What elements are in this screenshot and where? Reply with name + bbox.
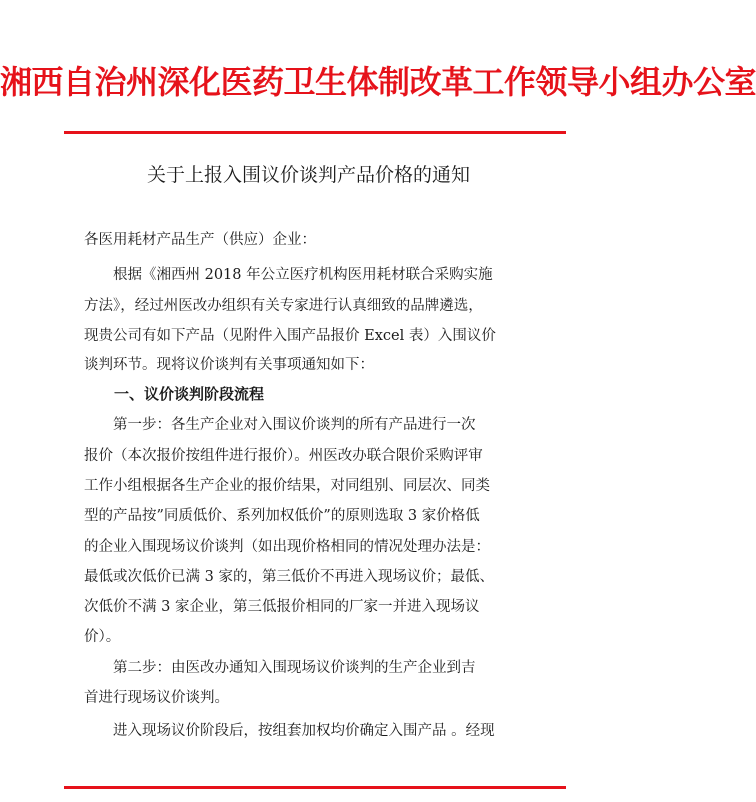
letterhead-rule-top — [64, 131, 566, 134]
salutation-line: 各医用耗材产品生产（供应）企业： — [84, 232, 316, 248]
body-line: 方法》，经过州医改办组织有关专家进行认真细致的品牌遴选， — [84, 298, 483, 314]
body-line: 现贵公司有如下产品（见附件入围产品报价 Excel 表）入围议价 — [84, 328, 496, 344]
body-line: 首进行现场议价谈判。 — [84, 690, 229, 706]
letterhead-rule-bottom — [64, 786, 566, 789]
body-line: 谈判环节。现将议价谈判有关事项通知如下： — [84, 357, 374, 373]
body-line: 的企业入围现场议价谈判（如出现价格相同的情况处理办法是： — [84, 539, 490, 555]
body-line: 价）。 — [84, 629, 121, 645]
body-line: 最低或次低价已满 3 家的，第三低价不再进入现场议价；最低、 — [84, 569, 494, 585]
section-heading: 一、议价谈判阶段流程 — [84, 385, 265, 403]
body-line: 报价（本次报价按组件进行报价）。州医改办联合限价采购评审 — [84, 448, 483, 464]
body-line: 次低价不满 3 家企业，第三低报价相同的厂家一并进入现场议 — [84, 599, 480, 615]
body-line: 进入现场议价阶段后，按组套加权均价确定入围产品 。经现 — [84, 723, 495, 739]
body-line: 第二步：由医改办通知入围现场议价谈判的生产企业到吉 — [84, 660, 476, 676]
body-line: 型的产品按”同质低价、系列加权低价”的原则选取 3 家价格低 — [84, 508, 480, 524]
letterhead-title: 湘西自治州深化医药卫生体制改革工作领导小组办公室 — [0, 63, 756, 101]
body-line: 工作小组根据各生产企业的报价结果，对同组别、同层次、同类 — [84, 478, 490, 494]
body-line: 第一步：各生产企业对入围议价谈判的所有产品进行一次 — [84, 417, 476, 433]
document-title: 关于上报入围议价谈判产品价格的通知 — [146, 164, 470, 186]
body-line: 根据《湘西州 2018 年公立医疗机构医用耗材联合采购实施 — [84, 267, 493, 283]
